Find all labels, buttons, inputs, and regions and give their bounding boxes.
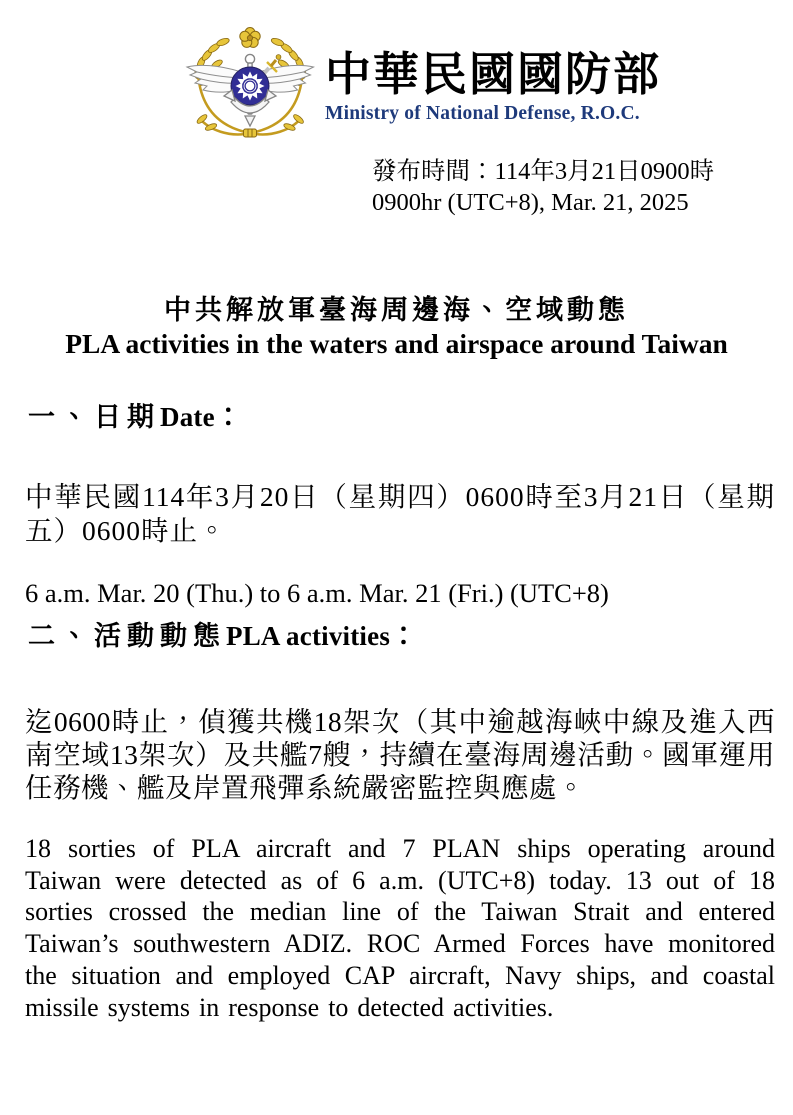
agency-name-en: Ministry of National Defense, R.O.C. (325, 102, 640, 124)
section-1-heading-en: Date： (160, 402, 242, 432)
agency-name-block (325, 26, 661, 148)
masthead (183, 26, 661, 148)
document-title-zh: 中共解放軍臺海周邊海、空域動態 (164, 295, 629, 325)
release-time-en: 0900hr (UTC+8), Mar. 21, 2025 (372, 189, 689, 216)
section-1-body-en: 6 a.m. Mar. 20 (Thu.) to 6 a.m. Mar. 21 (Fri.) (UTC+8) (25, 577, 609, 608)
section-2-body-zh: 迄0600時止，偵獲共機18架次（其中逾越海峽中線及進入西南空域13架次）及共艦7艘，持續在臺海周邊活動。國軍運用任務機、艦及岸置飛彈系統嚴密監控與應處。 (25, 705, 775, 803)
document-title (0, 294, 793, 360)
section-1-heading-zh: 一、日期 (28, 402, 160, 432)
mnd-emblem-icon (183, 26, 318, 148)
release-time-zh: 發布時間：114年3月21日0900時 (372, 158, 715, 185)
section-2-heading-en: PLA activities： (226, 621, 418, 651)
section-2-body-en: 18 sorties of PLA aircraft and 7 PLAN ships operating around Taiwan were detected as of 6 a.m. (UTC+8) today. 13 out of 18 sorties crossed the median line of the Taiwan Strait and entered Taiwan’s southwestern ADIZ. ROC Armed Forces have monitored the situation and employed CAP aircraft, Navy ships, and coastal missile systems in response to detected activities. (25, 834, 775, 1022)
document-title-en: PLA activities in the waters and airspace around Taiwan (65, 328, 728, 359)
section-2-heading-zh: 二、活動動態 (28, 621, 226, 651)
section-1-heading (28, 395, 242, 434)
section-1-body-zh: 中華民國114年3月20日（星期四）0600時至3月21日（星期五）0600時止。 (25, 480, 775, 546)
release-time-block (372, 156, 714, 218)
section-2-heading (28, 614, 417, 653)
agency-name-zh: 中華民國國防部 (325, 49, 661, 100)
